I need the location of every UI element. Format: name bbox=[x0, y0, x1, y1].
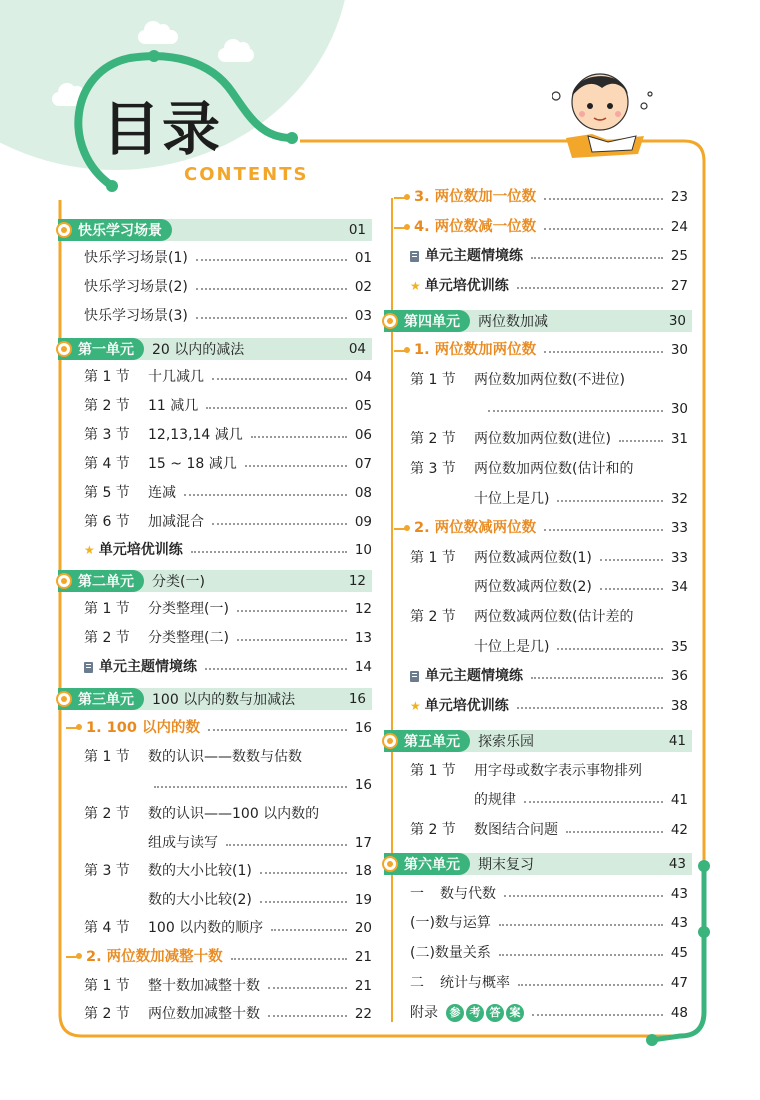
page-number: 19 bbox=[354, 892, 372, 908]
entry-label: 单元主题情境练 bbox=[99, 659, 197, 675]
entry-label: 单元主题情境练 bbox=[425, 668, 523, 684]
leader-dots bbox=[154, 786, 347, 788]
unit-tag: 第六单元 bbox=[384, 853, 470, 875]
bullet-icon bbox=[56, 573, 72, 589]
bullet-icon bbox=[382, 313, 398, 329]
entry-label: 两位数减两位数(2) bbox=[474, 579, 592, 595]
toc-entry[interactable] bbox=[410, 762, 688, 780]
entry-label: 快乐学习场景(2) bbox=[84, 279, 188, 295]
boy-reading-illustration bbox=[552, 66, 662, 162]
entry-label: 11 减几 bbox=[148, 398, 199, 414]
leader-dots bbox=[226, 844, 347, 846]
toc-entry[interactable] bbox=[84, 484, 372, 502]
leader-dots bbox=[531, 257, 663, 259]
leader-dots bbox=[544, 228, 663, 230]
page-title: 目录 bbox=[102, 95, 223, 163]
section-number: 第 2 节 bbox=[410, 822, 456, 838]
section-number: 第 5 节 bbox=[84, 485, 130, 501]
book-icon bbox=[84, 662, 93, 673]
leader-dots bbox=[205, 668, 347, 670]
toc-entry-training[interactable] bbox=[410, 277, 688, 295]
page-number: 27 bbox=[670, 278, 688, 294]
entry-label: 数与代数 bbox=[440, 886, 496, 902]
unit-tag: 第二单元 bbox=[58, 570, 144, 592]
section-number: 第 2 节 bbox=[84, 630, 130, 646]
entry-label: 连减 bbox=[148, 485, 176, 501]
section-number: 第 4 节 bbox=[84, 920, 130, 936]
lead-dot bbox=[404, 347, 410, 353]
toc-entry-continued[interactable] bbox=[474, 578, 688, 596]
section-number: 第 1 节 bbox=[84, 369, 130, 385]
toc-entry-continued[interactable] bbox=[474, 638, 688, 656]
section-number: 第 4 节 bbox=[84, 456, 130, 472]
entry-label: 两位数加两位数(不进位) bbox=[474, 372, 625, 388]
section-number: 第 3 节 bbox=[84, 863, 130, 879]
page-number: 47 bbox=[670, 975, 688, 991]
entry-label: 单元培优训练 bbox=[98, 542, 183, 558]
leader-dots bbox=[517, 287, 663, 289]
toc-entry[interactable] bbox=[84, 368, 372, 386]
leader-dots bbox=[260, 901, 347, 903]
entry-label: 十几减几 bbox=[148, 369, 204, 385]
page-number: 30 bbox=[670, 401, 688, 417]
toc-unit-2[interactable] bbox=[58, 570, 372, 592]
toc-entry-continued[interactable] bbox=[474, 490, 688, 508]
badge-char: 考 bbox=[466, 1004, 484, 1022]
toc-entry-training[interactable] bbox=[84, 541, 372, 559]
toc-entry[interactable] bbox=[84, 307, 372, 325]
lead-dot bbox=[404, 224, 410, 230]
bullet-icon bbox=[56, 222, 72, 238]
toc-entry[interactable] bbox=[410, 914, 688, 932]
unit-tag: 第五单元 bbox=[384, 730, 470, 752]
section-number: 第 3 节 bbox=[410, 461, 456, 477]
entry-label: 2. 两位数减两位数 bbox=[414, 520, 537, 536]
page-number: 20 bbox=[354, 920, 372, 936]
page-number: 04 bbox=[348, 341, 366, 357]
unit-name: 分类(一) bbox=[152, 574, 205, 590]
toc-entry-continued[interactable] bbox=[148, 834, 372, 852]
toc-unit-6[interactable] bbox=[384, 853, 692, 875]
entry-label: 的规律 bbox=[474, 792, 516, 808]
page-number: 10 bbox=[354, 542, 372, 558]
lead-dot bbox=[404, 194, 410, 200]
entry-label: 单元培优训练 bbox=[424, 698, 509, 714]
page-subtitle: CONTENTS bbox=[184, 164, 309, 185]
page-number: 16 bbox=[354, 777, 372, 793]
entry-label: 数图结合问题 bbox=[474, 822, 558, 838]
toc-unit-3[interactable] bbox=[58, 688, 372, 710]
toc-entry-training[interactable] bbox=[410, 697, 688, 715]
page-number: 30 bbox=[670, 342, 688, 358]
section-number: 第 2 节 bbox=[410, 431, 456, 447]
entry-label: 数的大小比较(1) bbox=[148, 863, 252, 879]
entry-label: 数的认识——数数与估数 bbox=[148, 749, 302, 765]
bullet-icon bbox=[382, 856, 398, 872]
page-number: 31 bbox=[670, 431, 688, 447]
toc-unit-5[interactable] bbox=[384, 730, 692, 752]
leader-dots bbox=[212, 378, 347, 380]
entry-label: 2. 两位数加减整十数 bbox=[86, 949, 223, 965]
leader-dots bbox=[619, 440, 663, 442]
toc-subsection[interactable] bbox=[414, 218, 688, 236]
leader-dots bbox=[191, 551, 347, 553]
page-number: 41 bbox=[668, 733, 686, 749]
toc-subsection[interactable] bbox=[414, 519, 688, 537]
entry-label: 十位上是几) bbox=[474, 491, 550, 507]
page-number: 43 bbox=[670, 886, 688, 902]
leader-dots bbox=[557, 648, 662, 650]
toc-entry[interactable] bbox=[410, 608, 688, 626]
page-number: 35 bbox=[670, 639, 688, 655]
page-number: 03 bbox=[354, 308, 372, 324]
entry-label: 统计与概率 bbox=[440, 975, 510, 991]
entry-label: 加减混合 bbox=[148, 514, 204, 530]
entry-label: 100 以内数的顺序 bbox=[148, 920, 264, 936]
entry-label: 用字母或数字表示事物排列 bbox=[474, 763, 642, 779]
leader-dots bbox=[600, 559, 663, 561]
section-number: 第 1 节 bbox=[410, 763, 456, 779]
toc-entry[interactable] bbox=[410, 460, 688, 478]
page-number: 22 bbox=[354, 1006, 372, 1022]
leader-dots bbox=[231, 958, 347, 960]
toc-entry[interactable] bbox=[84, 278, 372, 296]
lead-dot bbox=[76, 724, 82, 730]
page-number: 21 bbox=[354, 949, 372, 965]
leader-dots bbox=[237, 639, 347, 641]
toc-entry[interactable] bbox=[84, 977, 372, 995]
toc-entry[interactable] bbox=[410, 944, 688, 962]
page-number: 36 bbox=[670, 668, 688, 684]
unit-name: 20 以内的减法 bbox=[152, 342, 245, 358]
leader-dots bbox=[499, 954, 663, 956]
toc-entry[interactable] bbox=[84, 805, 372, 823]
toc-unit-1[interactable] bbox=[58, 338, 372, 360]
entry-label: 15 ~ 18 减几 bbox=[148, 456, 237, 472]
leader-dots bbox=[251, 436, 347, 438]
page-number: 06 bbox=[354, 427, 372, 443]
bullet-icon bbox=[56, 341, 72, 357]
book-icon bbox=[410, 671, 419, 682]
entry-label: 单元主题情境练 bbox=[425, 248, 523, 264]
toc-entry[interactable] bbox=[410, 821, 688, 839]
badge-char: 参 bbox=[446, 1004, 464, 1022]
leader-dots bbox=[206, 407, 347, 409]
unit-name: 两位数加减 bbox=[478, 314, 548, 330]
toc-entry-appendix[interactable] bbox=[410, 1004, 688, 1022]
entry-label: 整十数加减整十数 bbox=[148, 978, 260, 994]
page-number: 33 bbox=[670, 520, 688, 536]
section-number: 第 2 节 bbox=[84, 806, 130, 822]
toc-entry-scene[interactable] bbox=[410, 667, 688, 685]
page-number: 30 bbox=[668, 313, 686, 329]
unit-tag: 第三单元 bbox=[58, 688, 144, 710]
toc-entry-continued[interactable] bbox=[154, 776, 372, 794]
section-number: 一 bbox=[410, 886, 424, 902]
toc-entry[interactable] bbox=[84, 748, 372, 766]
page-number: 43 bbox=[670, 915, 688, 931]
toc-entry-continued[interactable] bbox=[148, 891, 372, 909]
toc-entry[interactable] bbox=[84, 919, 372, 937]
toc-entry-scene[interactable] bbox=[410, 247, 688, 265]
leader-dots bbox=[532, 1014, 663, 1016]
section-number: 第 2 节 bbox=[410, 609, 456, 625]
leader-dots bbox=[531, 677, 663, 679]
entry-label: (二)数量关系 bbox=[410, 945, 491, 961]
unit-tag: 快乐学习场景 bbox=[58, 219, 172, 241]
toc-entry[interactable] bbox=[410, 430, 688, 448]
entry-label: 1. 100 以内的数 bbox=[86, 720, 200, 736]
page-number: 34 bbox=[670, 579, 688, 595]
badge-char: 案 bbox=[506, 1004, 524, 1022]
star-icon: ★ bbox=[410, 279, 421, 293]
page-number: 41 bbox=[670, 792, 688, 808]
section-number: 第 1 节 bbox=[84, 601, 130, 617]
page-number: 09 bbox=[354, 514, 372, 530]
leader-dots bbox=[544, 351, 663, 353]
page-number: 08 bbox=[354, 485, 372, 501]
toc-subsection[interactable] bbox=[414, 188, 688, 206]
page-number: 23 bbox=[670, 189, 688, 205]
unit-tag: 第一单元 bbox=[58, 338, 144, 360]
leader-dots bbox=[499, 924, 663, 926]
page-number: 16 bbox=[354, 720, 372, 736]
page-number: 13 bbox=[354, 630, 372, 646]
toc-entry[interactable] bbox=[410, 371, 688, 389]
section-number: 第 2 节 bbox=[84, 1006, 130, 1022]
toc-unit-happy-scenes[interactable] bbox=[58, 219, 372, 241]
entry-label: 两位数减两位数(估计差的 bbox=[474, 609, 634, 625]
entry-label: 附录 bbox=[410, 1005, 438, 1021]
leader-dots bbox=[544, 529, 663, 531]
unit-name: 100 以内的数与加减法 bbox=[152, 692, 296, 708]
entry-label: 数的认识——100 以内数的 bbox=[148, 806, 320, 822]
page-number: 12 bbox=[348, 573, 366, 589]
page-number: 12 bbox=[354, 601, 372, 617]
page-number: 32 bbox=[670, 491, 688, 507]
leader-dots bbox=[268, 987, 347, 989]
entry-label: 分类整理(二) bbox=[148, 630, 229, 646]
leader-dots bbox=[518, 984, 663, 986]
toc-entry[interactable] bbox=[84, 513, 372, 531]
page-number: 04 bbox=[354, 369, 372, 385]
toc-entry[interactable] bbox=[84, 397, 372, 415]
leader-dots bbox=[566, 831, 663, 833]
page-number: 42 bbox=[670, 822, 688, 838]
page-number: 01 bbox=[354, 250, 372, 266]
page-number: 25 bbox=[670, 248, 688, 264]
entry-label: 两位数加两位数(估计和的 bbox=[474, 461, 634, 477]
entry-label: 两位数加减整十数 bbox=[148, 1006, 260, 1022]
page-number: 24 bbox=[670, 219, 688, 235]
badge-char: 答 bbox=[486, 1004, 504, 1022]
unit-name: 探索乐园 bbox=[478, 734, 534, 750]
bullet-icon bbox=[382, 733, 398, 749]
leader-dots bbox=[544, 198, 663, 200]
page-number: 17 bbox=[354, 835, 372, 851]
entry-label: 数的大小比较(2) bbox=[148, 892, 252, 908]
page-number: 07 bbox=[354, 456, 372, 472]
entry-label: 快乐学习场景(1) bbox=[84, 250, 188, 266]
toc-entry[interactable] bbox=[84, 426, 372, 444]
toc-entry[interactable] bbox=[410, 885, 688, 903]
toc-entry-continued[interactable] bbox=[474, 791, 688, 809]
entry-label: 两位数减两位数(1) bbox=[474, 550, 592, 566]
section-number: 第 1 节 bbox=[410, 372, 456, 388]
section-number: 第 1 节 bbox=[84, 978, 130, 994]
entry-label: 组成与读写 bbox=[148, 835, 218, 851]
unit-tag: 第四单元 bbox=[384, 310, 470, 332]
page-number: 18 bbox=[354, 863, 372, 879]
entry-label: 十位上是几) bbox=[474, 639, 550, 655]
entry-label: 12,13,14 减几 bbox=[148, 427, 243, 443]
section-number: 第 3 节 bbox=[84, 427, 130, 443]
toc-entry[interactable] bbox=[84, 600, 372, 618]
entry-label: 两位数加两位数(进位) bbox=[474, 431, 611, 447]
leader-dots bbox=[600, 588, 663, 590]
entry-label: 分类整理(一) bbox=[148, 601, 229, 617]
title-block bbox=[102, 95, 309, 185]
leader-dots bbox=[245, 465, 347, 467]
leader-dots bbox=[196, 259, 347, 261]
lead-dot bbox=[404, 525, 410, 531]
leader-dots bbox=[208, 729, 347, 731]
leader-dots bbox=[504, 895, 663, 897]
page-number: 02 bbox=[354, 279, 372, 295]
leader-dots bbox=[268, 1015, 347, 1017]
leader-dots bbox=[524, 801, 663, 803]
section-number: 第 2 节 bbox=[84, 398, 130, 414]
toc-entry[interactable] bbox=[410, 549, 688, 567]
leader-dots bbox=[212, 523, 347, 525]
star-icon: ★ bbox=[410, 699, 421, 713]
leader-dots bbox=[488, 410, 663, 412]
leader-dots bbox=[517, 707, 663, 709]
answer-badge bbox=[446, 1004, 524, 1022]
toc-subsection[interactable] bbox=[86, 948, 372, 966]
toc-entry[interactable] bbox=[84, 862, 372, 880]
page-number: 05 bbox=[354, 398, 372, 414]
toc-subsection[interactable] bbox=[86, 719, 372, 737]
entry-label: 1. 两位数加两位数 bbox=[414, 342, 537, 358]
page-number: 43 bbox=[668, 856, 686, 872]
toc-entry[interactable] bbox=[84, 629, 372, 647]
entry-label: 快乐学习场景(3) bbox=[84, 308, 188, 324]
page-number: 48 bbox=[670, 1005, 688, 1021]
entry-label: 4. 两位数减一位数 bbox=[414, 219, 537, 235]
leader-dots bbox=[260, 872, 347, 874]
section-number: 第 1 节 bbox=[410, 550, 456, 566]
section-number: 第 1 节 bbox=[84, 749, 130, 765]
page-number: 01 bbox=[348, 222, 366, 238]
toc-subsection[interactable] bbox=[414, 341, 688, 359]
lead-dot bbox=[76, 953, 82, 959]
entry-label: (一)数与运算 bbox=[410, 915, 491, 931]
unit-name: 期末复习 bbox=[478, 857, 534, 873]
page-number: 14 bbox=[354, 659, 372, 675]
book-icon bbox=[410, 251, 419, 262]
toc-unit-4[interactable] bbox=[384, 310, 692, 332]
page-number: 33 bbox=[670, 550, 688, 566]
leader-dots bbox=[184, 494, 347, 496]
toc-entry[interactable] bbox=[84, 249, 372, 267]
page-number: 38 bbox=[670, 698, 688, 714]
leader-dots bbox=[557, 500, 662, 502]
leader-dots bbox=[196, 317, 347, 319]
toc-entry[interactable] bbox=[410, 974, 688, 992]
entry-label: 3. 两位数加一位数 bbox=[414, 189, 537, 205]
toc-entry[interactable] bbox=[84, 1005, 372, 1023]
section-number: 第 6 节 bbox=[84, 514, 130, 530]
leader-dots bbox=[271, 929, 347, 931]
toc-entry-scene[interactable] bbox=[84, 658, 372, 676]
page-number: 45 bbox=[670, 945, 688, 961]
entry-label: 单元培优训练 bbox=[424, 278, 509, 294]
toc-entry-continued[interactable] bbox=[488, 400, 688, 418]
bullet-icon bbox=[56, 691, 72, 707]
toc-entry[interactable] bbox=[84, 455, 372, 473]
section-number: 二 bbox=[410, 975, 424, 991]
leader-dots bbox=[237, 610, 347, 612]
page-number: 16 bbox=[348, 691, 366, 707]
page-number: 21 bbox=[354, 978, 372, 994]
star-icon: ★ bbox=[84, 543, 95, 557]
leader-dots bbox=[196, 288, 347, 290]
